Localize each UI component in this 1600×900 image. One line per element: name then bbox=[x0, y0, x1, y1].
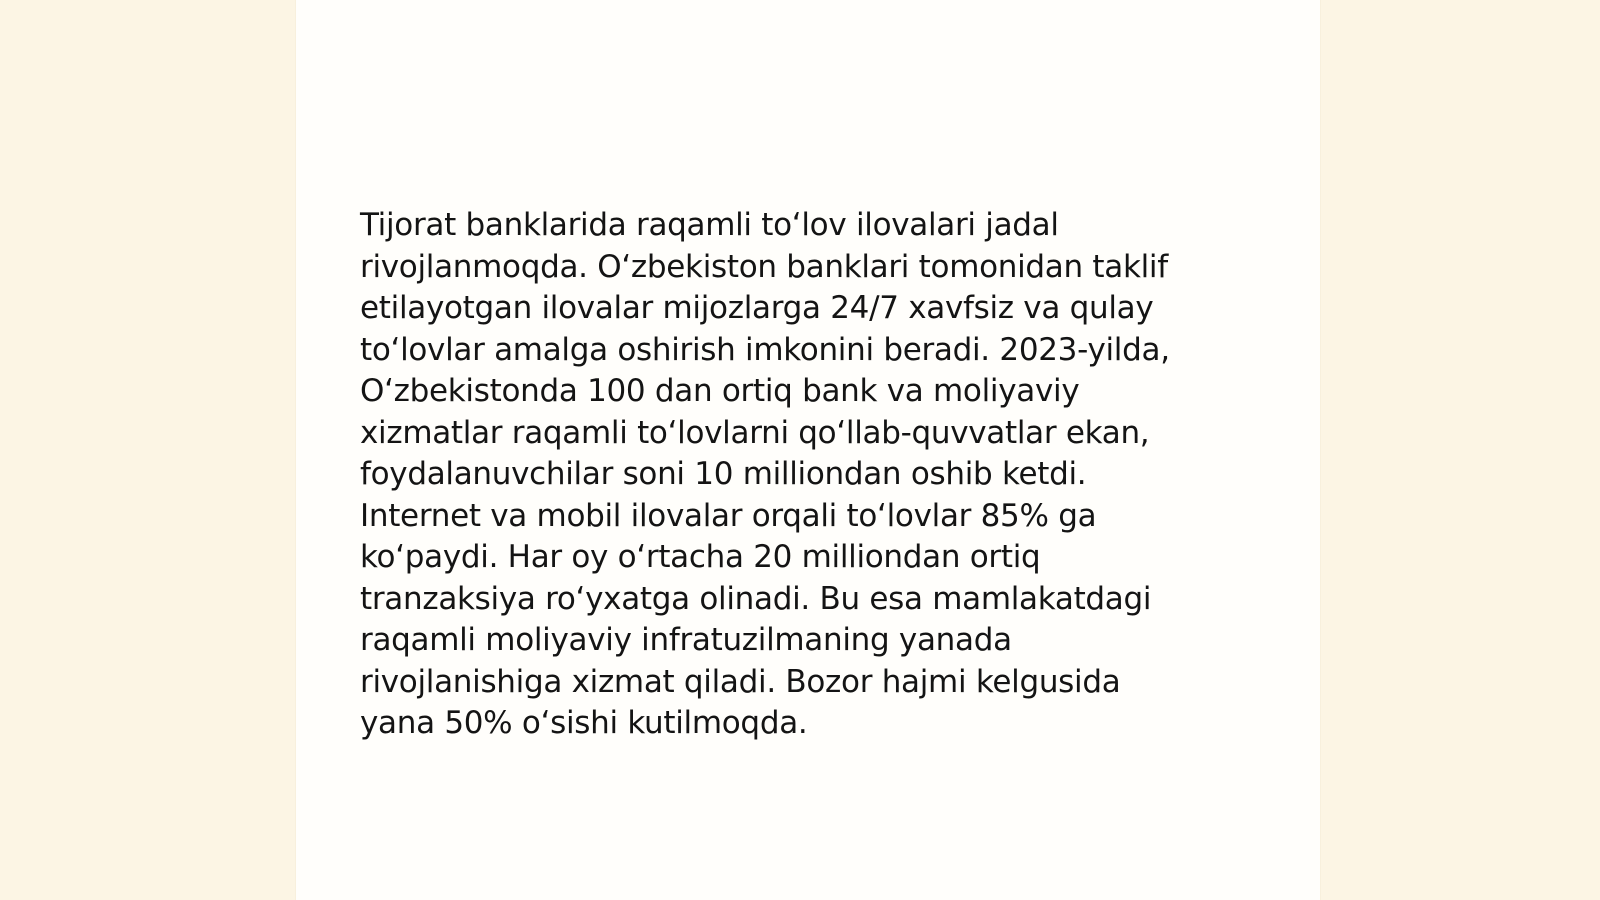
paragraph-line: tranzaksiya ro‘yxatga olinadi. Bu esa mamlakatdagi bbox=[360, 580, 1152, 617]
paragraph-line: Internet va mobil ilovalar orqali to‘lovlar 85% ga bbox=[360, 497, 1097, 534]
paragraph-line: xizmatlar raqamli to‘lovlarni qo‘llab-quvvatlar ekan, bbox=[360, 414, 1150, 451]
paragraph-line: foydalanuvchilar soni 10 milliondan oshib ketdi. bbox=[360, 456, 1087, 492]
paragraph-line: to‘lovlar amalga oshirish imkonini beradi. 2023-yilda, bbox=[360, 331, 1170, 368]
paragraph-line: rivojlanishiga xizmat qiladi. Bozor hajmi kelgusida bbox=[360, 663, 1121, 700]
paragraph-line: ko‘paydi. Har oy o‘rtacha 20 milliondan ortiq bbox=[360, 539, 1041, 575]
paragraph-line: etilayotgan ilovalar mijozlarga 24/7 xavfsiz va qulay bbox=[360, 290, 1154, 326]
paragraph-line: raqamli moliyaviy infratuzilmaning yanada bbox=[360, 622, 1012, 658]
right-margin-background bbox=[1320, 0, 1600, 900]
paragraph-line: O‘zbekistonda 100 dan ortiq bank va moliyaviy bbox=[360, 373, 1080, 409]
paragraph-line: rivojlanmoqda. O‘zbekiston banklari tomonidan taklif bbox=[360, 248, 1168, 285]
left-margin-background bbox=[0, 0, 296, 900]
paragraph-line: yana 50% o‘sishi kutilmoqda. bbox=[360, 705, 808, 741]
body-paragraph bbox=[360, 205, 1230, 745]
paragraph-line: Tijorat banklarida raqamli to‘lov ilovalari jadal bbox=[360, 207, 1059, 243]
